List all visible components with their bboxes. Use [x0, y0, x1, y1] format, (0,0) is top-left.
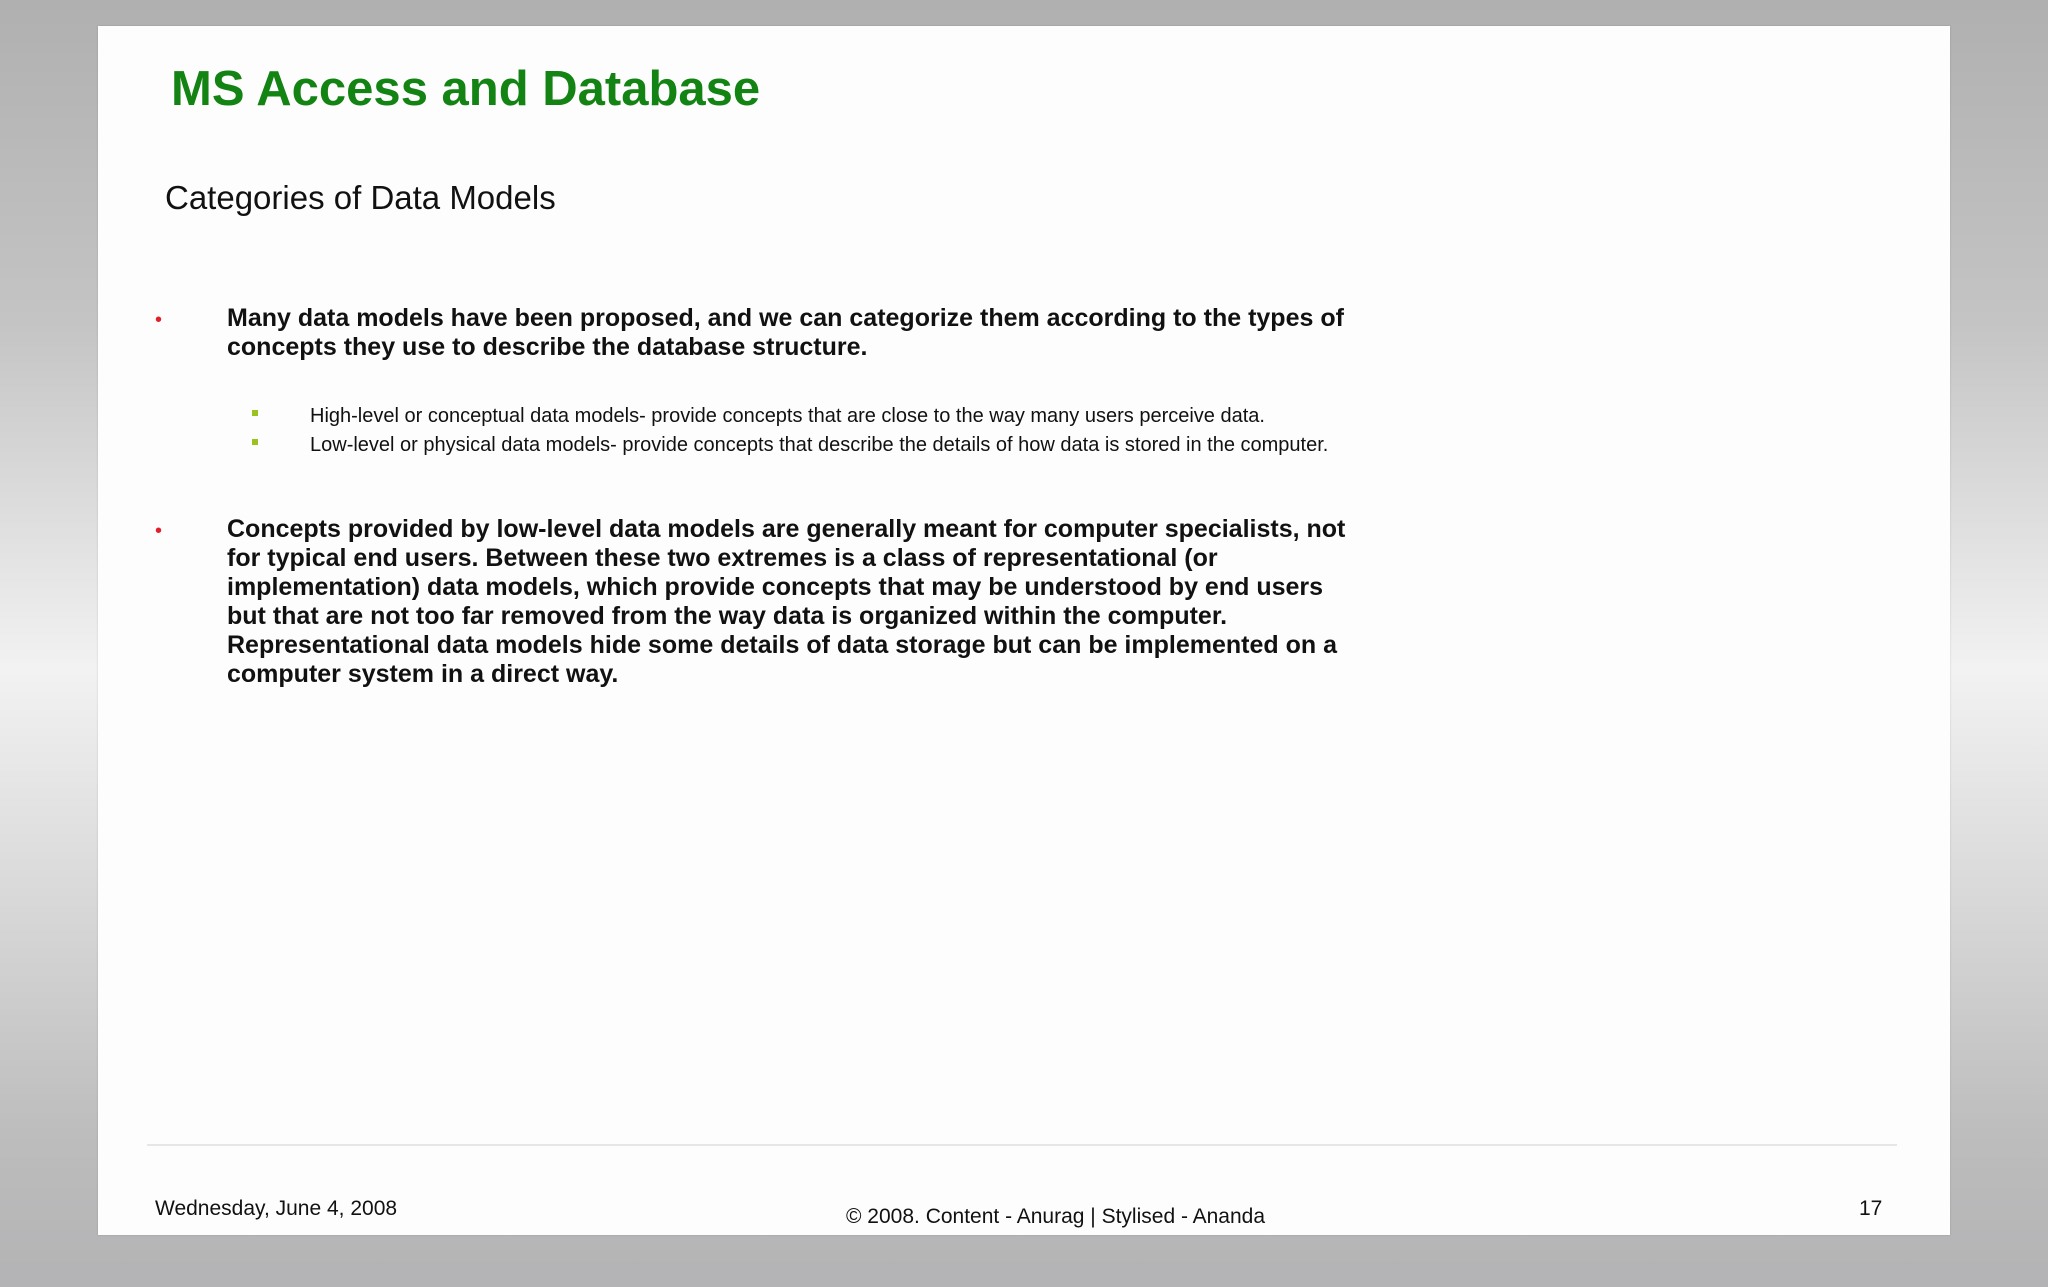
- footer-copyright: © 2008. Content - Anurag | Stylised - Ananda: [846, 1205, 1266, 1228]
- sub-bullet-item: [98, 404, 1358, 428]
- bullet-item: [98, 304, 1348, 362]
- sub-bullet-text: Low-level or physical data models- provide concepts that describe the details of how data is stored in the computer.: [310, 434, 1329, 456]
- sub-bullet-item: [98, 433, 1358, 457]
- footer-date: Wednesday, June 4, 2008: [155, 1197, 398, 1220]
- sub-bullet-text: High-level or conceptual data models- provide concepts that are close to the way many users perceive data.: [310, 405, 1265, 427]
- slide-title: MS Access and Database: [171, 62, 761, 116]
- slide-subtitle: Categories of Data Models: [165, 179, 556, 216]
- slide: [98, 26, 1950, 1235]
- bullet-text: Many data models have been proposed, and we can categorize them according to the types of concepts they use to describe the database structure.: [227, 304, 1344, 361]
- bullet-item: [98, 515, 1348, 689]
- footer-divider: [147, 1144, 1897, 1146]
- square-bullet-icon: [252, 410, 258, 416]
- page-number: 17: [1859, 1197, 1883, 1220]
- bullet-marker: •: [155, 520, 163, 542]
- bullet-marker: •: [155, 309, 163, 331]
- bullet-text: Concepts provided by low-level data models are generally meant for computer specialists, not for typical end users. Between these two extremes is a class of representational (or implementation) data models, which provide concepts that may be understood by end users but that are not too far removed from the way data is organized within the computer. Representational data models hide some details of data storage but can be implemented on a computer system in a direct way.: [227, 515, 1346, 688]
- square-bullet-icon: [252, 439, 258, 445]
